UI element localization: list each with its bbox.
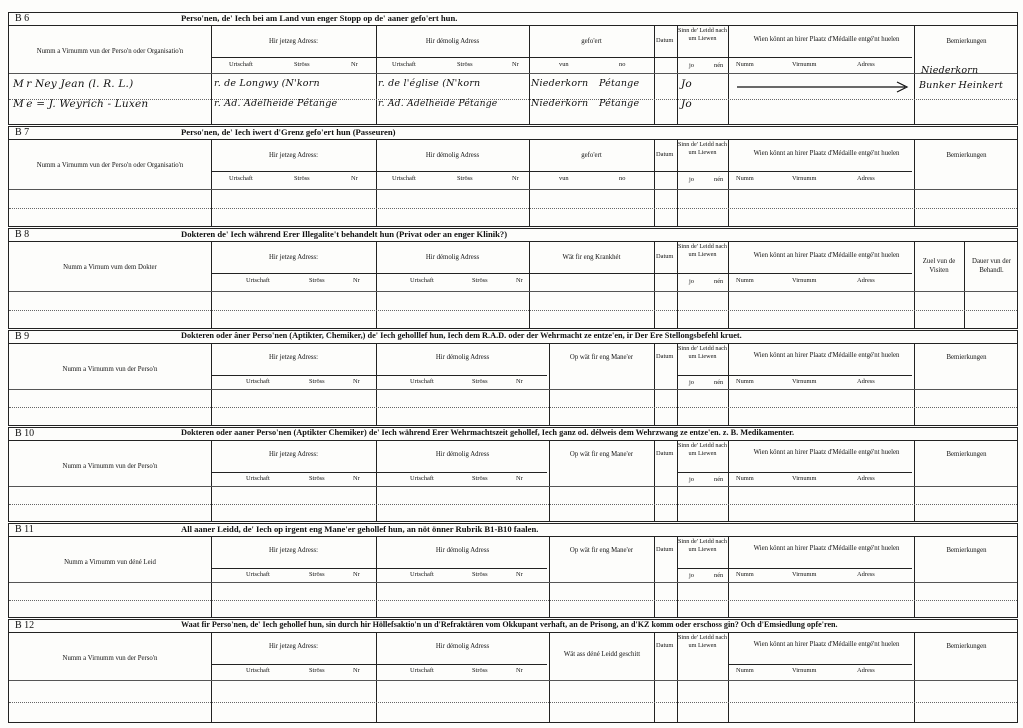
remarks-header: Bemierkungen xyxy=(946,152,987,159)
section-b7: B 7 Perso'nen, de' Iech iwert d'Grenz gefo'ert hun (Passeuren) Numm a Virnumm vun der Perso'n oder Organisatio'n Hir jetzeg Adress: Hir démolig Adress gefo'ert Urtschaft Ströss Nr Urtschaft Ströss Nr vun no Datum Sinn de' Leidd nach um Liewen jo nén Wien könnt an hirer Plaatz d'Médaille entgé'nt huelen Numm Virnumm Adress Bemierkungen xyxy=(8,126,1018,227)
date-header: Datum xyxy=(656,253,674,260)
handwritten-street-2: r. Ad. Adelheide Pétange xyxy=(214,98,338,109)
previous-address-header: Hir démolig Adress xyxy=(425,38,480,45)
handwritten-name-2: M e = J. Weyrich - Luxen xyxy=(13,98,149,110)
remarks-header: Bemierkungen xyxy=(946,354,987,361)
remarks-header: Bemierkungen xyxy=(946,643,987,650)
witness-header: Wien könnt an hirer Plaatz d'Médaille entgé'nt huelen xyxy=(753,36,900,43)
name-col-header: Numm a Virnumm vun der Perso'n xyxy=(62,463,158,470)
alive-header: Sinn de' Leidd nach um Liewen xyxy=(677,27,728,42)
section-code: B 11 xyxy=(15,524,34,535)
handwritten-from-2: Niederkorn xyxy=(531,98,589,109)
handwritten-street-1: r. de Longwy (N'korn xyxy=(214,78,320,89)
section-code: B 7 xyxy=(15,127,30,138)
handwritten-prev-2: r. Ad. Adelheide Pétange xyxy=(378,98,498,109)
section-title: All aaner Leidd, de' Iech op irgent eng Mane'er gehollef hun, an nöt önner Rubrik B1-B10 faalen. xyxy=(181,524,539,534)
remarks-header: Bemierkungen xyxy=(946,547,987,554)
previous-address-header: Hir démolig Adress xyxy=(435,451,490,458)
name-col-header: Numm a Virnum vum dem Dokter xyxy=(63,264,157,271)
name-col-header: Numm a Virnumm vun der Perso'n xyxy=(62,655,158,662)
name-col-header: Numm a Virnumm vun déné Leid xyxy=(64,559,156,566)
current-address-header: Hir jetzeg Adress: xyxy=(268,152,319,159)
previous-address-header: Hir démolig Adress xyxy=(435,643,490,650)
section-title: Perso'nen, de' Iech iwert d'Grenz gefo'ert hun (Passeuren) xyxy=(181,127,396,137)
name-col-header: Numm a Virnumm vun der Perso'n oder Organisatio'n xyxy=(36,48,184,55)
transport-header: gefo'ert xyxy=(581,38,602,45)
date-header: Datum xyxy=(656,450,674,457)
alive-header: Sinn de' Leidd nach um Liewen xyxy=(677,345,728,360)
witness-header: Wien könnt an hirer Plaatz d'Médaille entgé'nt huelen xyxy=(753,252,900,259)
section-b6: B 6 Perso'nen, de' Iech bei am Land vun enger Stopp op de' aaner gefo'ert hun. Numm a Virnumm vun der Perso'n oder Organisatio'n Hir jetzeg Adress: Hir démolig Adress gefo'ert Urtschaft Ströss Nr Urtschaft Ströss Nr vun no Datum Sinn de' Leidd nach um Liewen jo nén Wien könnt an hirer Plaatz d'Médaille entgé'nt huelen Numm Virnumm Adress Bemierkungen M r Ney Jean (l. R. L.) M e = J. Weyrich - Luxen r. de Longwy (N'korn r. Ad. Adelheide Pétange r. de l'église (N'korn r. Ad. Adelheide Pétange Niederkorn Niederkorn Pétange Pétange Jo Jo Niederkorn Bunker Heinkert xyxy=(8,12,1018,125)
section-title: Dokteren oder âner Perso'nen (Aptikter, Chemiker,) de' Iech geholllef hun, Iech dem R.A.D. oder der Wehrmacht ze entze'en, ir Der Ere Stellongsbefehl kruet. xyxy=(181,331,742,340)
handwritten-to-2: Pétange xyxy=(599,98,640,109)
section-title: Perso'nen, de' Iech bei am Land vun enger Stopp op de' aaner gefo'ert hun. xyxy=(181,13,458,23)
handwritten-remark-2: Bunker Heinkert xyxy=(919,80,1003,91)
handwritten-prev-1: r. de l'église (N'korn xyxy=(378,78,481,89)
previous-address-header: Hir démolig Adress xyxy=(435,354,490,361)
section-b8: B 8 Dokteren de' Iech während Erer Illegalite't behandelt hun (Privat oder an enger Klinik?) Numm a Virnum vum dem Dokter Hir jetzeg Adress: Hir démolig Adress Wät fir eng Krankhét Urtschaft Ströss Nr Urtschaft Ströss Nr Datum Sinn de' Leidd nach um Liewen jo nén Wien könnt an hirer Plaatz d'Médaille entgé'nt huelen Numm Virnumm Adress Zuel vun de Visiten Dauer vun der Behandl. xyxy=(8,228,1018,329)
witness-header: Wien könnt an hirer Plaatz d'Médaille entgé'nt huelen xyxy=(753,150,900,157)
section-b9: B 9 Dokteren oder âner Perso'nen (Aptikter, Chemiker,) de' Iech geholllef hun, Iech dem R.A.D. oder der Wehrmacht ze entze'en, ir Der Ere Stellongsbefehl kruet. Numm a Virnumm vun der Perso'n Hir jetzeg Adress: Hir démolig Adress Op wät fir eng Mane'er Urtschaft Ströss Nr Urtschaft Ströss Nr Datum Sinn de' Leidd nach um Liewen jo nén Wien könnt an hirer Plaatz d'Médaille entgé'nt huelen Numm Virnumm Adress Bemierkungen xyxy=(8,330,1018,426)
remarks-header: Bemierkungen xyxy=(946,451,987,458)
current-address-header: Hir jetzeg Adress: xyxy=(268,254,319,261)
visits-header: Zuel vun de Visiten xyxy=(922,258,956,274)
arrow-icon xyxy=(735,81,915,93)
alive-header: Sinn de' Leidd nach um Liewen xyxy=(677,141,728,156)
handwritten-remark-1: Niederkorn xyxy=(921,65,979,76)
handwritten-alive-2: Jo xyxy=(681,98,692,110)
handwritten-to-1: Pétange xyxy=(599,78,640,89)
witness-header: Wien könnt an hirer Plaatz d'Médaille entgé'nt huelen xyxy=(753,352,900,359)
previous-address-header: Hir démolig Adress xyxy=(425,152,480,159)
name-col-header: Numm a Virnumm vun der Perso'n oder Organisatio'n xyxy=(36,162,184,169)
section-code: B 12 xyxy=(15,620,35,631)
handwritten-from-1: Niederkorn xyxy=(531,78,589,89)
name-col-header: Numm a Virnumm vun der Perso'n xyxy=(62,366,158,373)
handwritten-alive-1: Jo xyxy=(681,78,692,90)
current-address-header: Hir jetzeg Adress: xyxy=(268,547,319,554)
manner-header: Op wät fir eng Mane'er xyxy=(569,451,634,458)
section-b12: B 12 Waat fir Perso'nen, de' Iech gehollef hun, sin durch hir Höllefsaktio'n un d'Refraktären vom Okkupant verhaft, an de Prisong, an d'KZ komm oder erschoss gin? Och d'Emsiedlung opfe'ren. Numm a Virnumm vun der Perso'n Hir jetzeg Adress: Hir démolig Adress Wät ass déné Leidd geschitt Urtschaft Ströss Nr Urtschaft Ströss Nr Datum Sinn de' Leidd nach um Liewen Wien könnt an hirer Plaatz d'Médaille entgé'nt huelen Numm Virnumm Adress Bemierkungen xyxy=(8,619,1018,723)
date-header: Datum xyxy=(656,353,674,360)
transport-header: gefo'ert xyxy=(581,152,602,159)
alive-header: Sinn de' Leidd nach um Liewen xyxy=(677,442,728,457)
section-code: B 10 xyxy=(15,428,35,439)
section-code: B 8 xyxy=(15,229,30,240)
section-b10: B 10 Dokteren oder aaner Perso'nen (Aptikter Chemiker) de' Iech während Erer Wehrmachtszeit gehollef, Iech ganz od. délweis dem Wehrzwang ze entze'en. z. B. Medikamenter. Numm a Virnumm vun der Perso'n Hir jetzeg Adress: Hir démolig Adress Op wät fir eng Mane'er Urtschaft Ströss Nr Urtschaft Ströss Nr Datum Sinn de' Leidd nach um Liewen jo nén Wien könnt an hirer Plaatz d'Médaille entgé'nt huelen Numm Virnumm Adress Bemierkungen xyxy=(8,427,1018,522)
handwritten-name-1: M r Ney Jean (l. R. L.) xyxy=(13,78,134,90)
section-title: Dokteren oder aaner Perso'nen (Aptikter Chemiker) de' Iech während Erer Wehrmachtszeit gehollef, Iech ganz od. délweis dem Wehrzwang ze entze'en. z. B. Medikamenter. xyxy=(181,428,795,437)
current-address-header: Hir jetzeg Adress: xyxy=(268,354,319,361)
section-title: Dokteren de' Iech während Erer Illegalite't behandelt hun (Privat oder an enger Klinik?) xyxy=(181,229,508,239)
section-code: B 9 xyxy=(15,331,30,342)
manner-header: Op wät fir eng Mane'er xyxy=(569,354,634,361)
date-header: Datum xyxy=(656,151,674,158)
remarks-header: Bemierkungen xyxy=(946,38,987,45)
previous-address-header: Hir démolig Adress xyxy=(425,254,480,261)
manner-header: Op wät fir eng Mane'er xyxy=(569,547,634,554)
section-b11: B 11 All aaner Leidd, de' Iech op irgent eng Mane'er gehollef hun, an nöt önner Rubrik B1-B10 faalen. Numm a Virnumm vun déné Leid Hir jetzeg Adress: Hir démolig Adress Op wät fir eng Mane'er Urtschaft Ströss Nr Urtschaft Ströss Nr Datum Sinn de' Leidd nach um Liewen jo nén Wien könnt an hirer Plaatz d'Médaille entgé'nt huelen Numm Virnumm Adress Bemierkungen xyxy=(8,523,1018,618)
section-title: Waat fir Perso'nen, de' Iech gehollef hun, sin durch hir Höllefsaktio'n un d'Refraktären vom Okkupant verhaft, an de Prisong, an d'KZ komm oder erschoss gin? Och d'Emsiedlung opfe'ren. xyxy=(181,620,838,629)
current-address-header: Hir jetzeg Adress: xyxy=(268,38,319,45)
previous-address-header: Hir démolig Adress xyxy=(435,547,490,554)
alive-header: Sinn de' Leidd nach um Liewen xyxy=(677,243,728,258)
what-happened-header: Wät ass déné Leidd geschitt xyxy=(563,651,641,658)
date-header: Datum xyxy=(656,642,674,649)
current-address-header: Hir jetzeg Adress: xyxy=(268,451,319,458)
date-header: Datum xyxy=(656,37,674,44)
alive-header: Sinn de' Leidd nach um Liewen xyxy=(677,634,728,649)
duration-header: Dauer vun der Behandl. xyxy=(972,258,1011,274)
section-code: B 6 xyxy=(15,13,30,24)
alive-header: Sinn de' Leidd nach um Liewen xyxy=(677,538,728,553)
witness-header: Wien könnt an hirer Plaatz d'Médaille entgé'nt huelen xyxy=(753,545,900,552)
illness-header: Wät fir eng Krankhét xyxy=(562,254,621,261)
witness-header: Wien könnt an hirer Plaatz d'Médaille entgé'nt huelen xyxy=(753,449,900,456)
witness-header: Wien könnt an hirer Plaatz d'Médaille entgé'nt huelen xyxy=(753,641,900,648)
current-address-header: Hir jetzeg Adress: xyxy=(268,643,319,650)
date-header: Datum xyxy=(656,546,674,553)
